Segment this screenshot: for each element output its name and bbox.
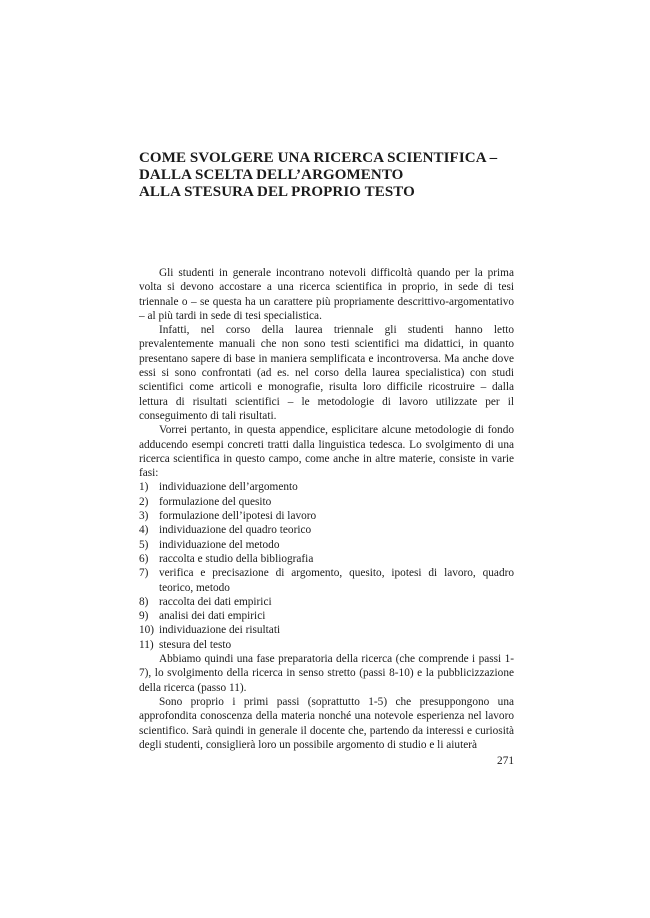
list-item-text: raccolta e studio della bibliografia [159,552,314,565]
list-item [139,538,514,552]
paragraph: Gli studenti in generale incontrano notevoli difficoltà quando per la prima volta si devono accostare a una ricerca scientifica in proprio, in sede di tesi triennale o – se questa ha un carattere più propriamente descrittivo-argomentativo – al più tardi in sede di tesi specialistica. [139,267,514,322]
list-item [139,566,514,595]
list-item [139,552,514,566]
list-item-number: 6) [139,552,149,565]
paragraph: Infatti, nel corso della laurea triennale gli studenti hanno letto prevalentemente manuali che non sono testi scientifici ma didattici, in quanto presentano sapere di base in maniera semplificata e incontroversa. Ma anche dove essi si sono confrontati (ad es. nel corso della laurea specialistica) con studi scientifici come articoli e monografie, risulta loro difficile ricostruire – dalla lettura di risultati scientifici – le metodologie di lavoro utilizzate per il conseguimento di tali risultati. [139,324,514,422]
list-item-number: 4) [139,524,149,537]
list-item-text: formulazione del quesito [159,495,272,508]
paragraph: Sono proprio i primi passi (soprattutto 1-5) che presuppongono una approfondita conoscenza della materia nonché una notevole esperienza nel lavoro scientifico. Sarà quindi in generale il docente che, partendo da interessi e curiosità degli studenti, consiglierà loro un possibile argomento di studio e li aiuterà [139,695,514,751]
paragraph: Vorrei pertanto, in questa appendice, esplicitare alcune metodologie di fondo adducendo esempi concreti tratti dalla linguistica tedesca. Lo svolgimento di una ricerca scientifica in questo campo, come anche in altre materie, consiste in varie fasi: [139,424,514,480]
paragraph: Abbiamo quindi una fase preparatoria della ricerca (che comprende i passi 1-7), lo svolgimento della ricerca in senso stretto (passi 8-10) e la pubblicizzazione della ricerca (passo 11). [139,653,514,694]
list-item-number: 2) [139,495,149,508]
list-item-number: 11) [139,638,154,651]
list-item-number: 1) [139,481,149,494]
list-item-text: individuazione del quadro teorico [159,524,312,537]
list-item-text: raccolta dei dati empirici [159,595,272,608]
list-item-text: stesura del testo [159,638,232,651]
list-item [139,623,514,637]
page-number: 271 [497,755,514,767]
list-item-number: 7) [139,567,149,580]
list-item-number: 3) [139,510,149,523]
list-item-text: individuazione del metodo [159,538,280,551]
list-item-number: 8) [139,595,149,608]
list-item-number: 5) [139,538,149,551]
list-item [139,595,514,609]
list-item-text: individuazione dei risultati [159,624,281,637]
list-item-text: individuazione dell’argomento [159,481,298,494]
list-item-text: formulazione dell’ipotesi di lavoro [159,510,317,523]
list-item [139,509,514,523]
list-item [139,480,514,494]
body-text [139,266,514,752]
list-item-number: 10) [139,624,155,637]
list-item-text: analisi dei dati empirici [159,610,266,623]
list-item [139,495,514,509]
chapter-title [139,150,514,201]
chapter-title-line: ALLA STESURA DEL PROPRIO TESTO [139,184,415,200]
chapter-title-line: DALLA SCELTA DELL’ARGOMENTO [139,167,404,183]
list-item [139,638,514,652]
list-item-text: verifica e precisazione di argomento, quesito, ipotesi di lavoro, quadro teorico, metodo [159,567,514,594]
chapter-title-line: COME SVOLGERE UNA RICERCA SCIENTIFICA – [139,150,498,166]
list-item [139,609,514,623]
list-item-number: 9) [139,610,149,623]
list-item [139,523,514,537]
research-steps-list [139,480,514,652]
book-page [139,0,514,918]
